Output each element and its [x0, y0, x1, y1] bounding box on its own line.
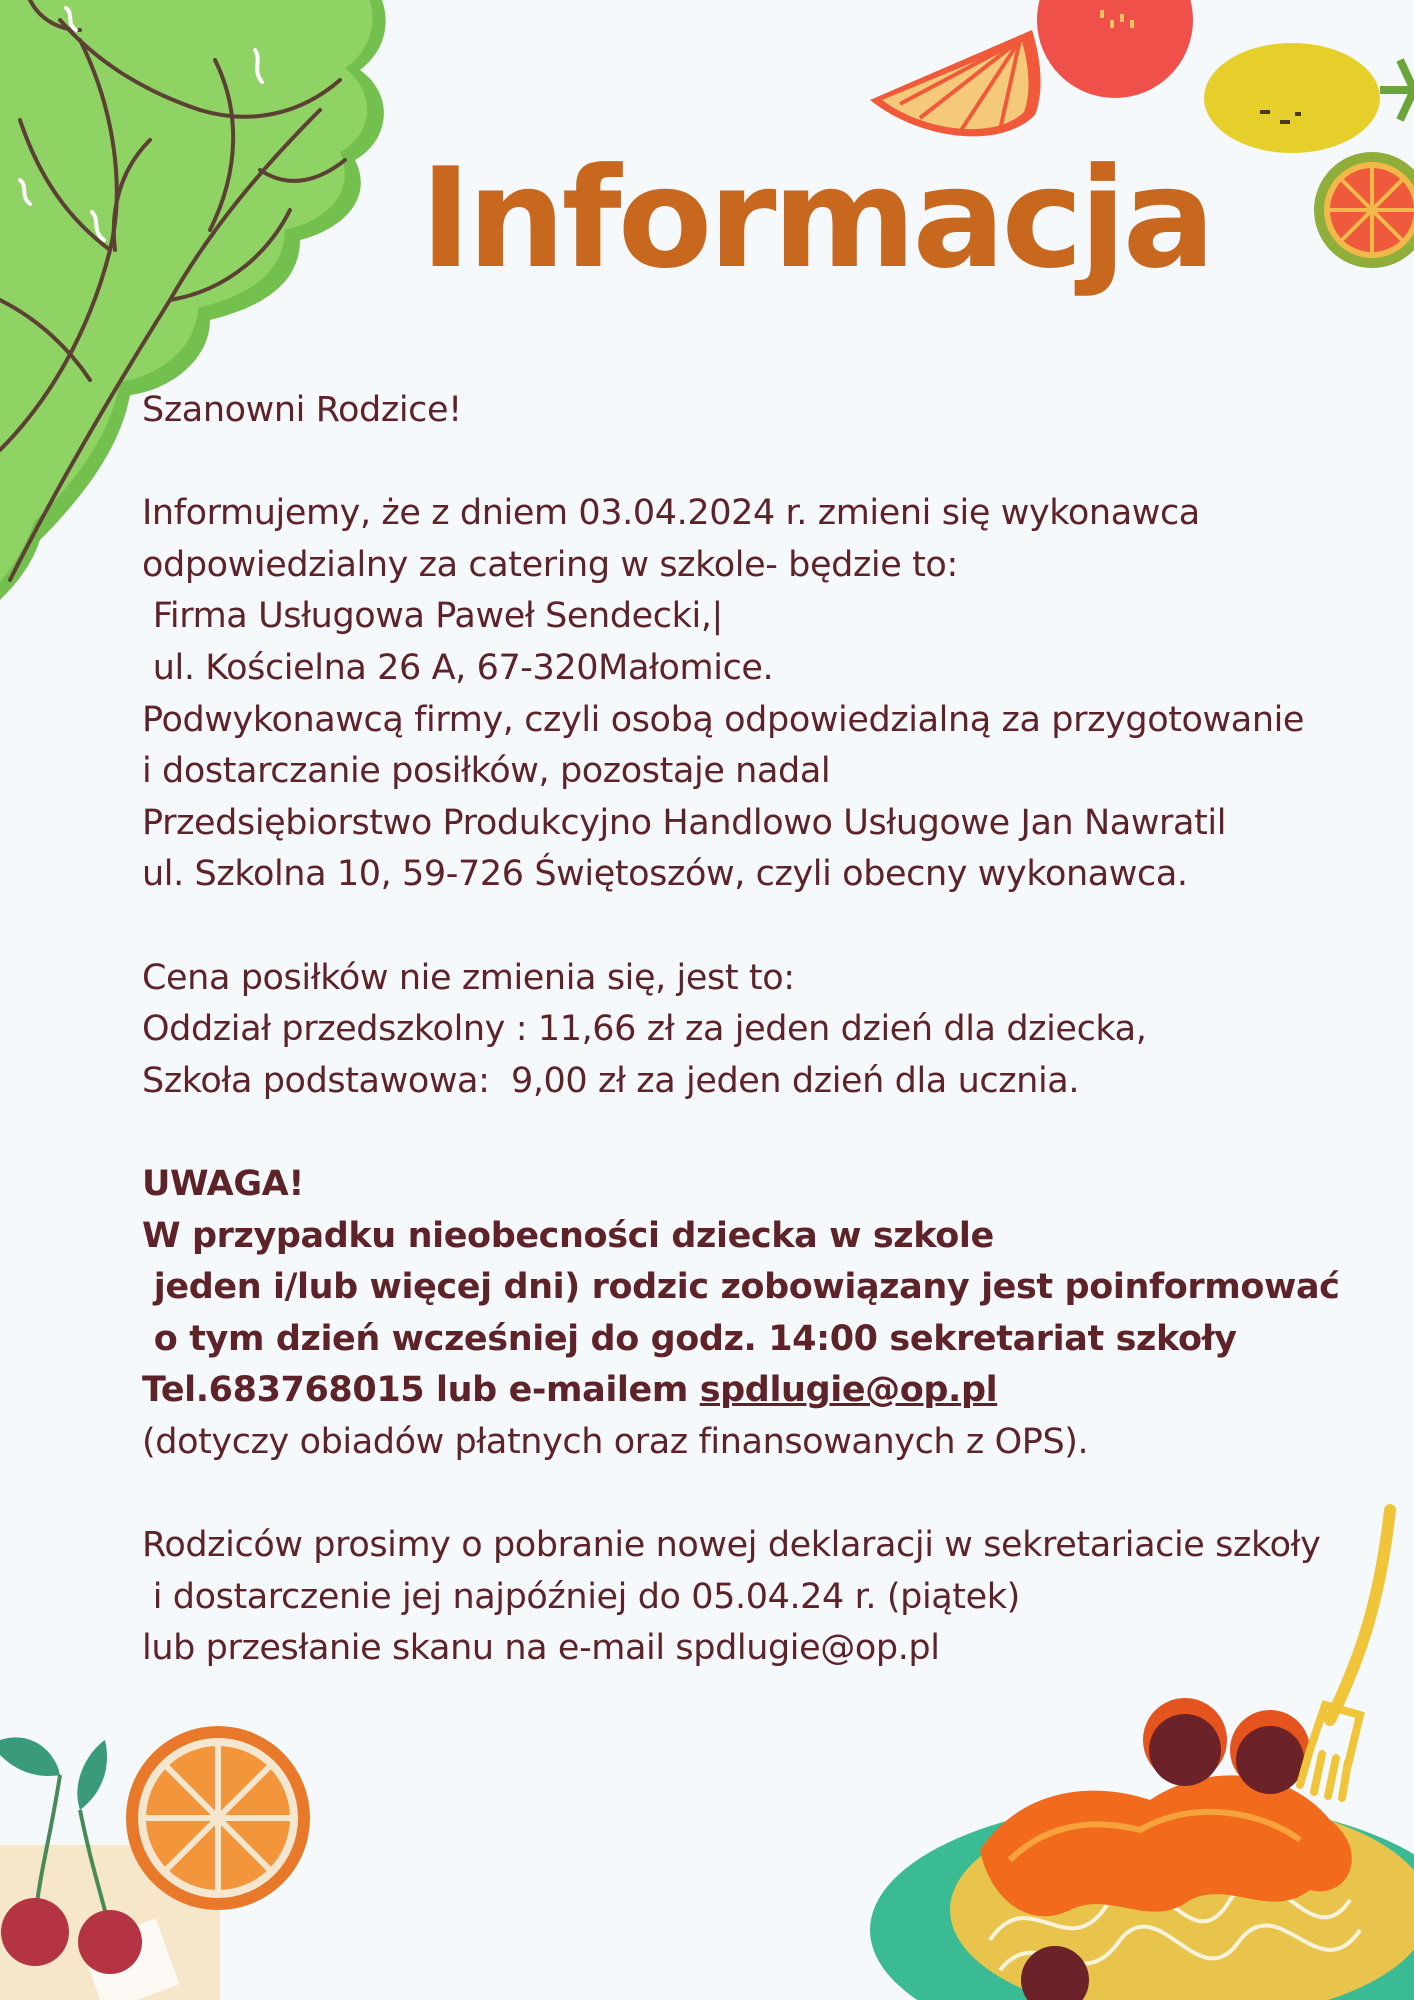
notice-contact — [142, 1365, 1372, 1417]
intro-line: Firma Usługowa Paweł Sendecki,| — [142, 596, 723, 637]
closing-line: lub przesłanie skanu na e-mail spdlugie@op.pl — [142, 1628, 940, 1669]
price-line: Cena posiłków nie zmienia się, jest to: — [142, 957, 795, 998]
page-title: Informacja — [420, 138, 1212, 299]
greeting: Szanowni Rodzice! — [142, 390, 462, 430]
spacer — [142, 901, 1372, 953]
notice-note: (dotyczy obiadów płatnych oraz finansowanych z OPS). — [142, 1421, 1089, 1462]
closing-line: Rodziców prosimy o pobranie nowej deklaracji w sekretariacie szkoły — [142, 1525, 1321, 1566]
spacer — [142, 1107, 1372, 1159]
closing-line: i dostarczenie jej najpóźniej do 05.04.24 r. (piątek) — [142, 1576, 1020, 1617]
price-line: Oddział przedszkolny : 11,66 zł za jeden dzień dla dziecka, — [142, 1009, 1147, 1050]
notice-line: W przypadku nieobecności dziecka w szkole — [142, 1215, 994, 1256]
notice-heading: UWAGA! — [142, 1163, 304, 1204]
intro-line: i dostarczanie posiłków, pozostaje nadal — [142, 751, 831, 792]
intro-line: Podwykonawcą firmy, czyli osobą odpowiedzialną za przygotowanie — [142, 699, 1305, 740]
intro-line: Informujemy, że z dniem 03.04.2024 r. zmieni się wykonawca — [142, 493, 1200, 534]
spacer — [142, 1468, 1372, 1520]
intro-line: Przedsiębiorstwo Produkcyjno Handlowo Usługowe Jan Nawratil — [142, 802, 1227, 843]
intro-line: ul. Szkolna 10, 59-726 Świętoszów, czyli obecny wykonawca. — [142, 854, 1188, 895]
spacer — [142, 437, 1372, 489]
intro-line: ul. Kościelna 26 A, 67-320Małomice. — [142, 647, 774, 688]
price-line: Szkoła podstawowa: 9,00 zł za jeden dzień dla ucznia. — [142, 1060, 1080, 1101]
notice-line: o tym dzień wcześniej do godz. 14:00 sekretariat szkoły — [142, 1318, 1237, 1359]
notice-line: jeden i/lub więcej dni) rodzic zobowiązany jest poinformować — [142, 1267, 1340, 1308]
cherries-orange-drink-illustration — [0, 1720, 330, 2000]
announcement-body — [142, 385, 1372, 1675]
email-link[interactable]: spdlugie@op.pl — [699, 1370, 998, 1411]
notice-contact-prefix: Tel.683768015 lub e-mailem — [142, 1370, 700, 1411]
intro-line: odpowiedzialny za catering w szkole- będzie to: — [142, 544, 958, 585]
